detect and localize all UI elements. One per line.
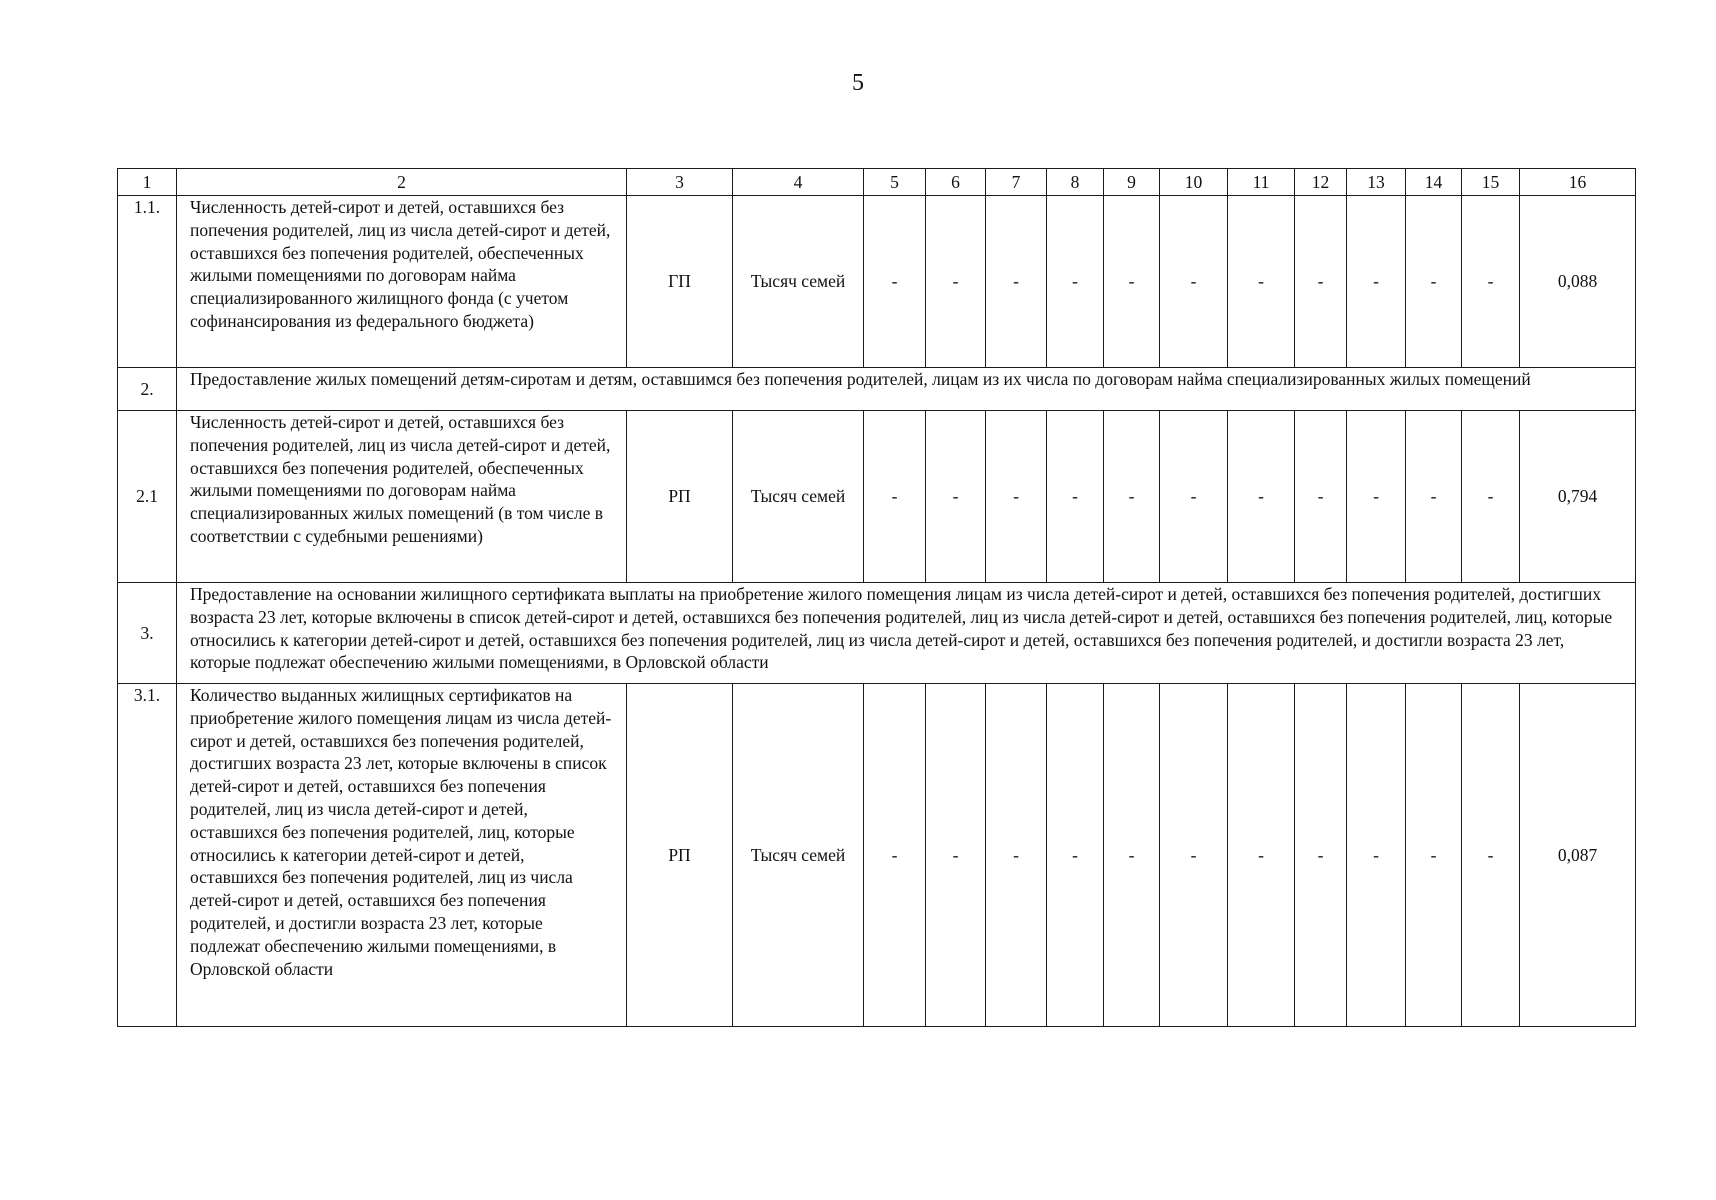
column-header: 3: [627, 169, 733, 196]
value-cell: -: [1295, 684, 1347, 1027]
indicator-number: 3.1.: [118, 684, 177, 1027]
column-header: 15: [1462, 169, 1520, 196]
value-cell: -: [1406, 684, 1462, 1027]
column-header: 13: [1347, 169, 1406, 196]
value-cell: -: [1160, 196, 1228, 368]
header-row: [118, 169, 1636, 196]
indicator-number: 2.1: [118, 411, 177, 583]
column-header: 1: [118, 169, 177, 196]
column-header: 4: [733, 169, 864, 196]
unit-of-measure: Тысяч семей: [733, 411, 864, 583]
column-header: 16: [1520, 169, 1636, 196]
section-row: [118, 583, 1636, 684]
indicator-row: [118, 411, 1636, 583]
value-cell: -: [1047, 411, 1104, 583]
value-cell: -: [986, 684, 1047, 1027]
value-cell: -: [864, 684, 926, 1027]
value-cell: 0,794: [1520, 411, 1636, 583]
value-cell: -: [1462, 196, 1520, 368]
value-cell: -: [926, 196, 986, 368]
value-cell: -: [1295, 411, 1347, 583]
section-number: 2.: [118, 368, 177, 411]
column-header: 11: [1228, 169, 1295, 196]
value-cell: -: [926, 411, 986, 583]
value-cell: -: [1228, 196, 1295, 368]
value-cell: -: [986, 411, 1047, 583]
value-cell: -: [1295, 196, 1347, 368]
unit-of-measure: Тысяч семей: [733, 196, 864, 368]
indicator-name: Численность детей-сирот и детей, оставшихся без попечения родителей, лиц из числа детей-сирот и детей, оставшихся без попечения родителей, обеспеченных жилыми помещениями по договорам найма специализированных жилых помещений (в том числе в соответствии с судебными решениями): [177, 411, 627, 583]
page-number: 5: [852, 70, 864, 96]
value-cell: -: [1406, 411, 1462, 583]
section-title: Предоставление на основании жилищного сертификата выплаты на приобретение жилого помещения лицам из числа детей-сирот и детей, оставшихся без попечения родителей, достигших возраста 23 лет, которые включены в список детей-сирот и детей, оставшихся без попечения родителей, лиц из числа детей-сирот и детей, оставшихся без попечения родителей, лиц, которые относились к категории детей-сирот и детей, оставшихся без попечения родителей, лиц из числа детей-сирот и детей, оставшихся без попечения родителей, и достигли возраста 23 лет, которые подлежат обеспечению жилыми помещениями, в Орловской области: [177, 583, 1636, 684]
value-cell: -: [1462, 684, 1520, 1027]
value-cell: -: [1104, 196, 1160, 368]
value-cell: -: [864, 411, 926, 583]
indicator-type: ГП: [627, 196, 733, 368]
value-cell: 0,087: [1520, 684, 1636, 1027]
section-row: [118, 368, 1636, 411]
value-cell: -: [1104, 684, 1160, 1027]
column-header: 9: [1104, 169, 1160, 196]
column-header: 10: [1160, 169, 1228, 196]
indicator-row: [118, 196, 1636, 368]
value-cell: -: [1228, 411, 1295, 583]
value-cell: -: [986, 196, 1047, 368]
section-title: Предоставление жилых помещений детям-сиротам и детям, оставшимся без попечения родителей, лицам из их числа по договорам найма специализированных жилых помещений: [177, 368, 1636, 411]
value-cell: -: [1347, 411, 1406, 583]
column-header: 8: [1047, 169, 1104, 196]
indicator-type: РП: [627, 684, 733, 1027]
value-cell: -: [1104, 411, 1160, 583]
value-cell: -: [1047, 196, 1104, 368]
indicator-type: РП: [627, 411, 733, 583]
section-number: 3.: [118, 583, 177, 684]
indicator-table: [117, 168, 1636, 1027]
indicator-name: Количество выданных жилищных сертификатов на приобретение жилого помещения лицам из числа детей-сирот и детей, оставшихся без попечения родителей, достигших возраста 23 лет, которые включены в список детей-сирот и детей, оставшихся без попечения родителей, лиц из числа детей-сирот и детей, оставшихся без попечения родителей, лиц, которые относились к категории детей-сирот и детей, оставшихся без попечения родителей, лиц из числа детей-сирот и детей, оставшихся без попечения родителей, и достигли возраста 23 лет, которые подлежат обеспечению жилыми помещениями, в Орловской области: [177, 684, 627, 1027]
value-cell: -: [1228, 684, 1295, 1027]
column-header: 12: [1295, 169, 1347, 196]
value-cell: -: [864, 196, 926, 368]
value-cell: -: [1347, 196, 1406, 368]
value-cell: -: [1047, 684, 1104, 1027]
column-header: 14: [1406, 169, 1462, 196]
value-cell: -: [1160, 684, 1228, 1027]
indicator-row: [118, 684, 1636, 1027]
column-header: 5: [864, 169, 926, 196]
value-cell: -: [1347, 684, 1406, 1027]
value-cell: 0,088: [1520, 196, 1636, 368]
table-body: [118, 169, 1636, 1027]
column-header: 2: [177, 169, 627, 196]
column-header: 6: [926, 169, 986, 196]
value-cell: -: [1462, 411, 1520, 583]
value-cell: -: [926, 684, 986, 1027]
value-cell: -: [1160, 411, 1228, 583]
unit-of-measure: Тысяч семей: [733, 684, 864, 1027]
column-header: 7: [986, 169, 1047, 196]
indicator-name: Численность детей-сирот и детей, оставшихся без попечения родителей, лиц из числа детей-сирот и детей, оставшихся без попечения родителей, обеспеченных жилыми помещениями по договорам найма специализированного жилищного фонда (с учетом софинансирования из федерального бюджета): [177, 196, 627, 368]
value-cell: -: [1406, 196, 1462, 368]
indicator-number: 1.1.: [118, 196, 177, 368]
